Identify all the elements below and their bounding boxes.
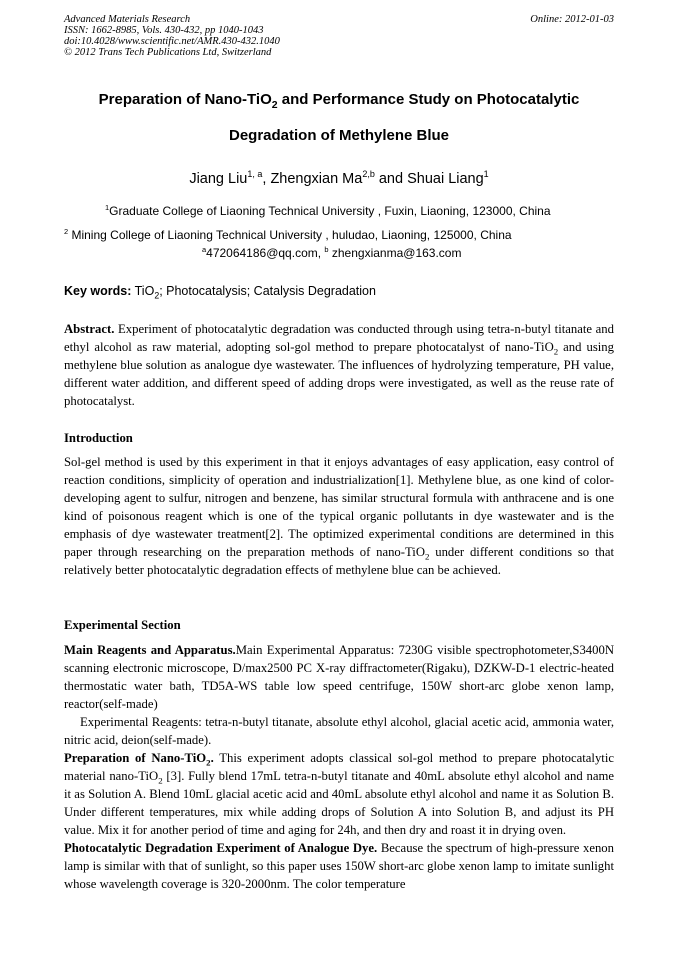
author-emails: $^a$472064186@qq.com, $^b$ zhengxianma@163.com	[202, 245, 462, 260]
paper-title-line1: Preparation of Nano-TiO$_2$ and Performance Study on Photocatalytic	[98, 91, 580, 111]
section-heading-experimental: Experimental Section	[64, 618, 181, 632]
paragraph-experimental-reagents: Experimental Reagents: tetra-n-butyl titanate, absolute ethyl alcohol, glacial acetic acid, ammonia water, nitric acid, deion(self-made).	[64, 715, 614, 747]
affiliation-1: $^1$Graduate College of Liaoning Technical University , Fuxin, Liaoning, 123000, China	[105, 203, 551, 218]
journal-issn: ISSN: 1662-8985, Vols. 430-432, pp 1040-1043	[64, 25, 264, 36]
email-link[interactable]: 472064186@qq.com,	[206, 246, 325, 260]
paragraph-photocatalytic-degradation: Photocatalytic Degradation Experiment of Analogue Dye. Because the spectrum of high-pressure xenon lamp is similar with that of sunlight, so this paper uses 150W short-arc globe xenon lamp to imitate sunlight whose wavelength coverage is 320-2000nm. The color temperature	[64, 841, 614, 891]
keywords: Key words: TiO$_2$; Photocatalysis; Catalysis Degradation	[64, 284, 376, 301]
journal-name: Advanced Materials Research	[64, 14, 191, 25]
introduction-paragraph: Sol-gel method is used by this experiment in that it enjoys advantages of easy application, easy control of reaction conditions, simplicity of operation and industrialization[1]. Methylene blue, as one kind of color-developing agent to sulfur, nitrogen and benzene, has similar structural formula with anthracene and is one kind of poisonous reagent which is one of the typical organic pollutants in dye wastewater and is the emphasis of dye wastewater treatment[2]. The optimized experimental conditions are determined in this paper through researching on the preparation methods of nano-TiO$_2$ under different conditions so that relatively better photocatalytic degradation effects of methylene blue can be achieved.	[64, 455, 614, 577]
author-name: Zhengxian Ma	[270, 171, 363, 187]
section-heading-introduction: Introduction	[64, 431, 133, 445]
paper-title-line2: Degradation of Methylene Blue	[228, 127, 450, 144]
experimental-body	[64, 641, 614, 893]
author-name: Jiang Liu	[189, 171, 248, 187]
journal-copyright: © 2012 Trans Tech Publications Ltd, Switzerland	[64, 47, 272, 58]
author-name: Shuai Liang	[407, 171, 484, 187]
abstract-paragraph: Abstract. Experiment of photocatalytic degradation was conducted through using tetra-n-butyl titanate and ethyl alcohol as raw material, adopting sol-gol method to prepare photocatalyst of nano-TiO$_2$ and using methylene blue solution as analogue dye wastewater. The influences of hydrolyzing temperature, PH value, different water addition, and different speed of adding drops were investigated, as well as the reuse rate of photocatalyst.	[64, 322, 614, 408]
paragraph-preparation: Preparation of Nano-TiO$_2$. This experiment adopts classical sol-gol method to prepare photocatalytic material nano-TiO$_2$ [3]. Fully blend 17mL tetra-n-butyl titanate and 40mL absolute ethyl alcohol and name it as Solution A. Blend 10mL glacial acetic acid and 40mL absolute ethyl alcohol and name it as Solution B. Under different temperatures, mix while adding drops of Solution A into Solution B, and adjust its PH value. Mix it for another period of time and aging for 24h, and then dry and roast it in drying oven.	[64, 751, 614, 837]
journal-header	[64, 14, 280, 58]
email-link[interactable]: zhengxianma@163.com	[328, 246, 462, 260]
paragraph-main-reagents: Main Reagents and Apparatus.Main Experimental Apparatus: 7230G visible spectrophotometer,S3400N scanning electronic microscope, D/max2500 PC X-ray diffractometer(Rigaku), DZKW-D-1 electric-heated thermostatic water bath, TD5A-WS table low speed centrifuge, 150W short-arc globe xenon lamp, reactor(self-made)	[64, 643, 614, 711]
author-list: Jiang Liu$^{1, a}$, Zhengxian Ma$^{2,b}$ and Shuai Liang$^1$	[189, 169, 489, 187]
journal-doi[interactable]: doi:10.4028/www.scientific.net/AMR.430-432.1040	[64, 36, 280, 47]
affiliation-2: $^2$ Mining College of Liaoning Technical University , huludao, Liaoning, 125000, China	[64, 227, 512, 242]
abstract-label: Abstract.	[64, 322, 115, 336]
online-date: Online: 2012-01-03	[530, 14, 614, 25]
